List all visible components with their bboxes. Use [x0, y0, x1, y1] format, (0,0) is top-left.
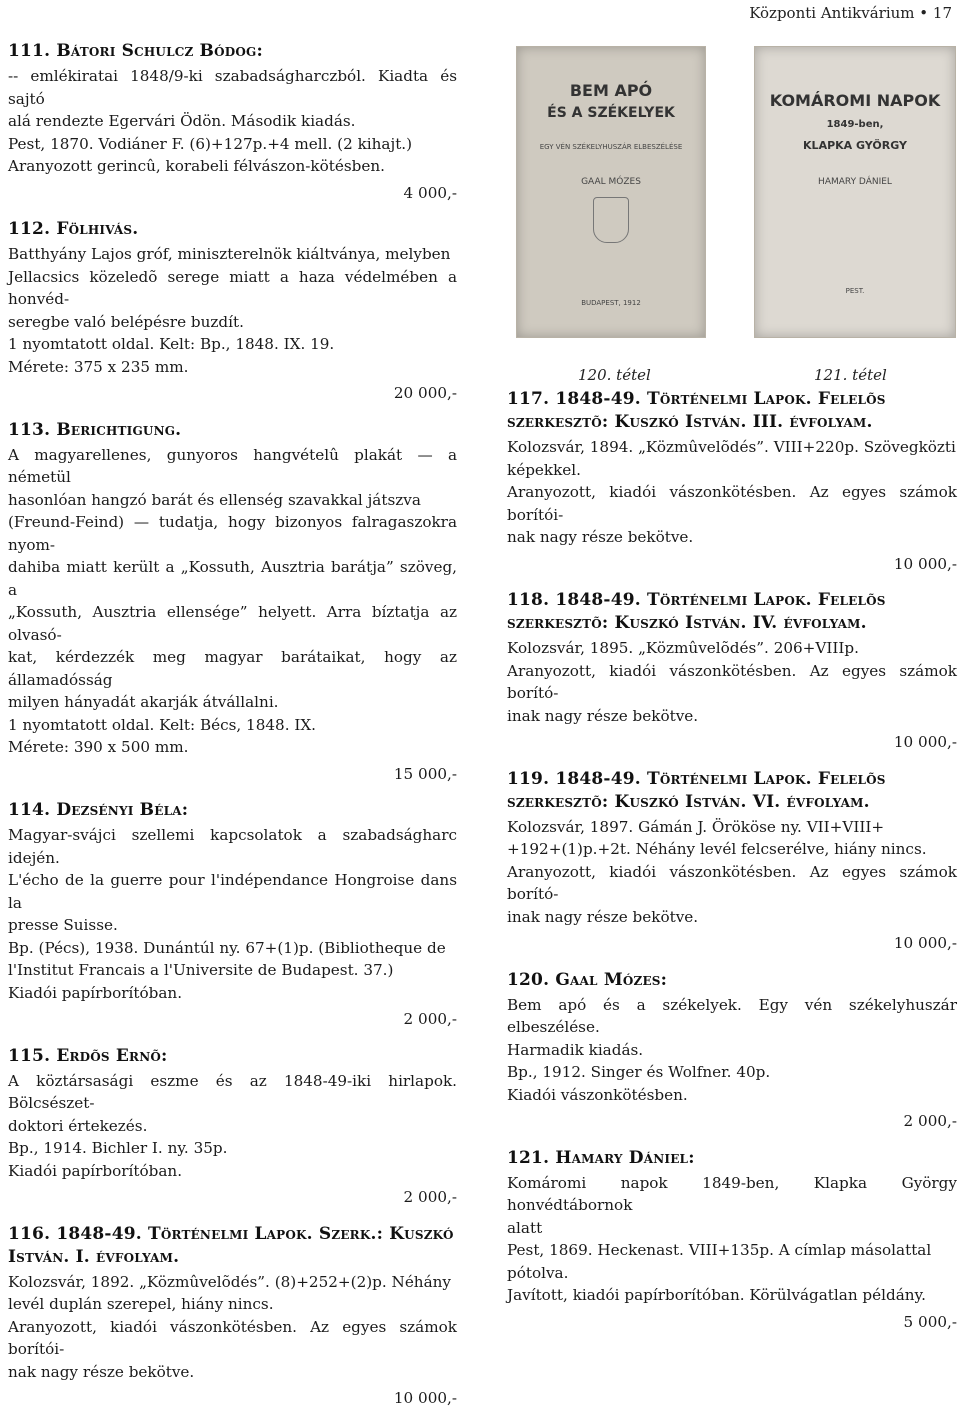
entry-price: 15 000,-	[393, 764, 457, 783]
entry-line: Aranyozott gerincû, korabeli félvászon-kötésben.	[8, 157, 385, 175]
cover-subtitle: EGY VÉN SZÉKELYHUSZÁR ELBESZÉLÉSE	[539, 143, 683, 151]
entry-line: Batthyány Lajos gróf, miniszterelnök kiáltványa, melyben	[8, 245, 451, 263]
entry-line: Komáromi napok 1849-ben, Klapka György honvédtábornok	[507, 1173, 957, 1214]
entry-line: 1 nyomtatott oldal. Kelt: Bécs, 1848. IX.	[8, 715, 317, 734]
entry-price: 10 000,-	[893, 733, 957, 751]
entry-title: 115. Erdõs Ernõ:	[8, 1045, 168, 1066]
catalog-entry-119	[507, 768, 957, 955]
catalog-entry-112	[8, 218, 457, 405]
entry-line: Pest, 1869. Heckenast. VIII+135p. A címlap másolattal	[507, 1241, 932, 1259]
entry-title: 117. 1848-49. Történelmi Lapok. Felelõs szerkesztõ: Kuszkó István. III. évfolyam.	[507, 389, 886, 432]
entry-line: 1 nyomtatott oldal. Kelt: Bp., 1848. IX. 19.	[8, 335, 335, 353]
catalog-entry-111	[8, 40, 457, 204]
entry-line: hasonlóan hangzó barát és ellenség szavakkal játszva	[8, 490, 421, 509]
entry-line: Magyar-svájci szellemi kapcsolatok a szabadságharc idején.	[8, 826, 457, 867]
entry-line: Bp., 1912. Singer és Wolfner. 40p.	[507, 1063, 771, 1081]
cover-title: KLAPKA GYÖRGY	[803, 139, 907, 152]
entry-line: inak nagy része bekötve.	[507, 907, 699, 926]
page-header: Központi Antikvárium • 17	[749, 4, 952, 22]
entry-title: 116. 1848-49. Történelmi Lapok. Szerk.: Kuszkó István. I. évfolyam.	[8, 1223, 454, 1267]
cover-author: GAAL MÓZES	[581, 177, 641, 187]
book-cover-image-121	[754, 46, 956, 338]
entry-title: 120. Gaal Mózes:	[507, 969, 668, 990]
entry-line: Kolozsvár, 1892. „Közmûvelõdés”. (8)+252+(2)p. Néhány	[8, 1272, 452, 1291]
entry-title: 118. 1848-49. Történelmi Lapok. Felelõs szerkesztõ: Kuszkó István. IV. évfolyam.	[507, 590, 886, 633]
entry-line: „Kossuth, Ausztria ellensége” helyett. Arra bíztatja az olvasó-	[8, 603, 457, 644]
catalog-entry-117	[507, 388, 957, 575]
entry-line: Harmadik kiadás.	[507, 1040, 644, 1059]
catalog-entry-116	[8, 1223, 457, 1410]
cover-author: HAMARY DÁNIEL	[818, 177, 892, 187]
book-cover-image-120	[516, 46, 706, 338]
entry-line: alatt	[507, 1218, 543, 1237]
entry-line: Kiadói papírborítóban.	[8, 1161, 183, 1180]
entry-line: pótolva.	[507, 1263, 569, 1282]
entry-price: 2 000,-	[903, 1112, 957, 1130]
entry-title: 112. Fölhivás.	[8, 219, 139, 239]
entry-price: 10 000,-	[893, 554, 957, 573]
entry-line: Kiadói vászonkötésben.	[507, 1085, 688, 1104]
entry-line: +192+(1)p.+2t. Néhány levél felcserélve, hiány nincs.	[507, 840, 927, 858]
left-column	[8, 40, 457, 1424]
right-column	[507, 388, 957, 1347]
entry-line: Mérete: 390 x 500 mm.	[8, 738, 189, 756]
entry-line: A köztársasági eszme és az 1848-49-iki hirlapok. Bölcsészet-	[8, 1071, 457, 1112]
book-cover-figures	[514, 44, 960, 384]
entry-line: nak nagy része bekötve.	[8, 1362, 195, 1381]
entry-line: Aranyozott, kiadói vászonkötésben. Az egyes számok borító-	[507, 661, 957, 702]
entry-line: Bp., 1914. Bichler I. ny. 35p.	[8, 1139, 228, 1157]
entry-line: képekkel.	[507, 460, 581, 479]
entry-line: Bem apó és a székelyek. Egy vén székelyhuszár elbeszélése.	[507, 995, 957, 1036]
entry-line: Aranyozott, kiadói vászonkötésben. Az egyes számok borítói-	[507, 483, 957, 524]
entry-title: 119. 1848-49. Történelmi Lapok. Felelõs szerkesztõ: Kuszkó István. VI. évfolyam.	[507, 768, 886, 812]
entry-line: -- emlékiratai 1848/9-ki szabadságharczból. Kiadta és sajtó	[8, 67, 457, 108]
figure-caption-120: 120. tétel	[578, 366, 651, 384]
cover-title: ÉS A SZÉKELYEK	[547, 105, 675, 121]
entry-line: inak nagy része bekötve.	[507, 706, 699, 725]
entry-line: kat, kérdezzék meg magyar barátaikat, hogy az államadósság	[8, 648, 457, 689]
entry-line: l'Institut Francais a l'Universite de Budapest. 37.)	[8, 961, 394, 979]
cover-ornament	[593, 197, 629, 243]
entry-price: 2 000,-	[403, 1010, 457, 1028]
entry-line: milyen hányadát akarják átvállalni.	[8, 693, 279, 711]
entry-line: seregbe való belépésre buzdít.	[8, 312, 244, 331]
entry-line: Bp. (Pécs), 1938. Dunántúl ny. 67+(1)p. (Bibliotheque de	[8, 938, 446, 957]
entry-price: 10 000,-	[893, 934, 957, 952]
entry-line: (Freund-Feind) — tudatja, hogy bizonyos falragaszokra nyom-	[8, 513, 457, 554]
entry-line: Kolozsvár, 1894. „Közmûvelõdés”. VIII+220p. Szövegközti	[507, 438, 956, 456]
entry-line: Kolozsvár, 1897. Gámán J. Örököse ny. VII+VIII+	[507, 817, 885, 836]
cover-title: BEM APÓ	[569, 81, 653, 100]
entry-line: Pest, 1870. Vodiáner F. (6)+127p.+4 mell. (2 kihajt.)	[8, 134, 413, 153]
cover-title: KOMÁROMI NAPOK	[769, 91, 941, 110]
figure-caption-121: 121. tétel	[814, 366, 887, 384]
entry-line: nak nagy része bekötve.	[507, 528, 694, 546]
entry-price: 2 000,-	[403, 1188, 457, 1206]
entry-line: Aranyozott, kiadói vászonkötésben. Az egyes számok borító-	[507, 862, 957, 903]
entry-line: levél duplán szerepel, hiány nincs.	[8, 1295, 274, 1313]
catalog-entry-115	[8, 1045, 457, 1209]
entry-line: Kolozsvár, 1895. „Közmûvelõdés”. 206+VIIIp.	[507, 639, 859, 657]
entry-price: 5 000,-	[903, 1312, 957, 1331]
entry-line: dahiba miatt került a „Kossuth, Ausztria barátja” szöveg, a	[8, 558, 457, 599]
cover-title: 1849-ben,	[826, 119, 884, 130]
catalog-entry-121	[507, 1147, 957, 1334]
entry-price: 20 000,-	[393, 384, 457, 402]
entry-title: 111. Bátori Schulcz Bódog:	[8, 41, 263, 61]
entry-line: Kiadói papírborítóban.	[8, 983, 183, 1002]
entry-line: Javított, kiadói papírborítóban. Körülvágatlan példány.	[507, 1286, 926, 1304]
entry-line: A magyarellenes, gunyoros hangvételû plakát — a németül	[8, 445, 457, 486]
entry-line: Aranyozott, kiadói vászonkötésben. Az egyes számok borítói-	[8, 1317, 457, 1358]
entry-line: Jellacsics közeledõ serege miatt a haza védelmében a honvéd-	[8, 267, 457, 308]
catalog-entry-118	[507, 589, 957, 754]
entry-line: doktori értekezés.	[8, 1116, 148, 1135]
entry-line: L'écho de la guerre pour l'indépendance Hongroise dans la	[8, 871, 457, 912]
catalog-entry-114	[8, 799, 457, 1031]
cover-imprint: PEST.	[845, 287, 865, 295]
entry-title: 113. Berichtigung.	[8, 419, 182, 440]
entry-line: Mérete: 375 x 235 mm.	[8, 357, 189, 376]
entry-line: presse Suisse.	[8, 916, 118, 934]
entry-price: 4 000,-	[403, 183, 457, 202]
entry-title: 114. Dezsényi Béla:	[8, 800, 189, 820]
cover-imprint: BUDAPEST, 1912	[581, 299, 641, 307]
catalog-entry-113	[8, 419, 457, 786]
entry-price: 10 000,-	[393, 1389, 457, 1407]
catalog-entry-120	[507, 969, 957, 1133]
entry-line: alá rendezte Egervári Ödön. Második kiadás.	[8, 112, 356, 130]
entry-title: 121. Hamary Dániel:	[507, 1147, 695, 1168]
